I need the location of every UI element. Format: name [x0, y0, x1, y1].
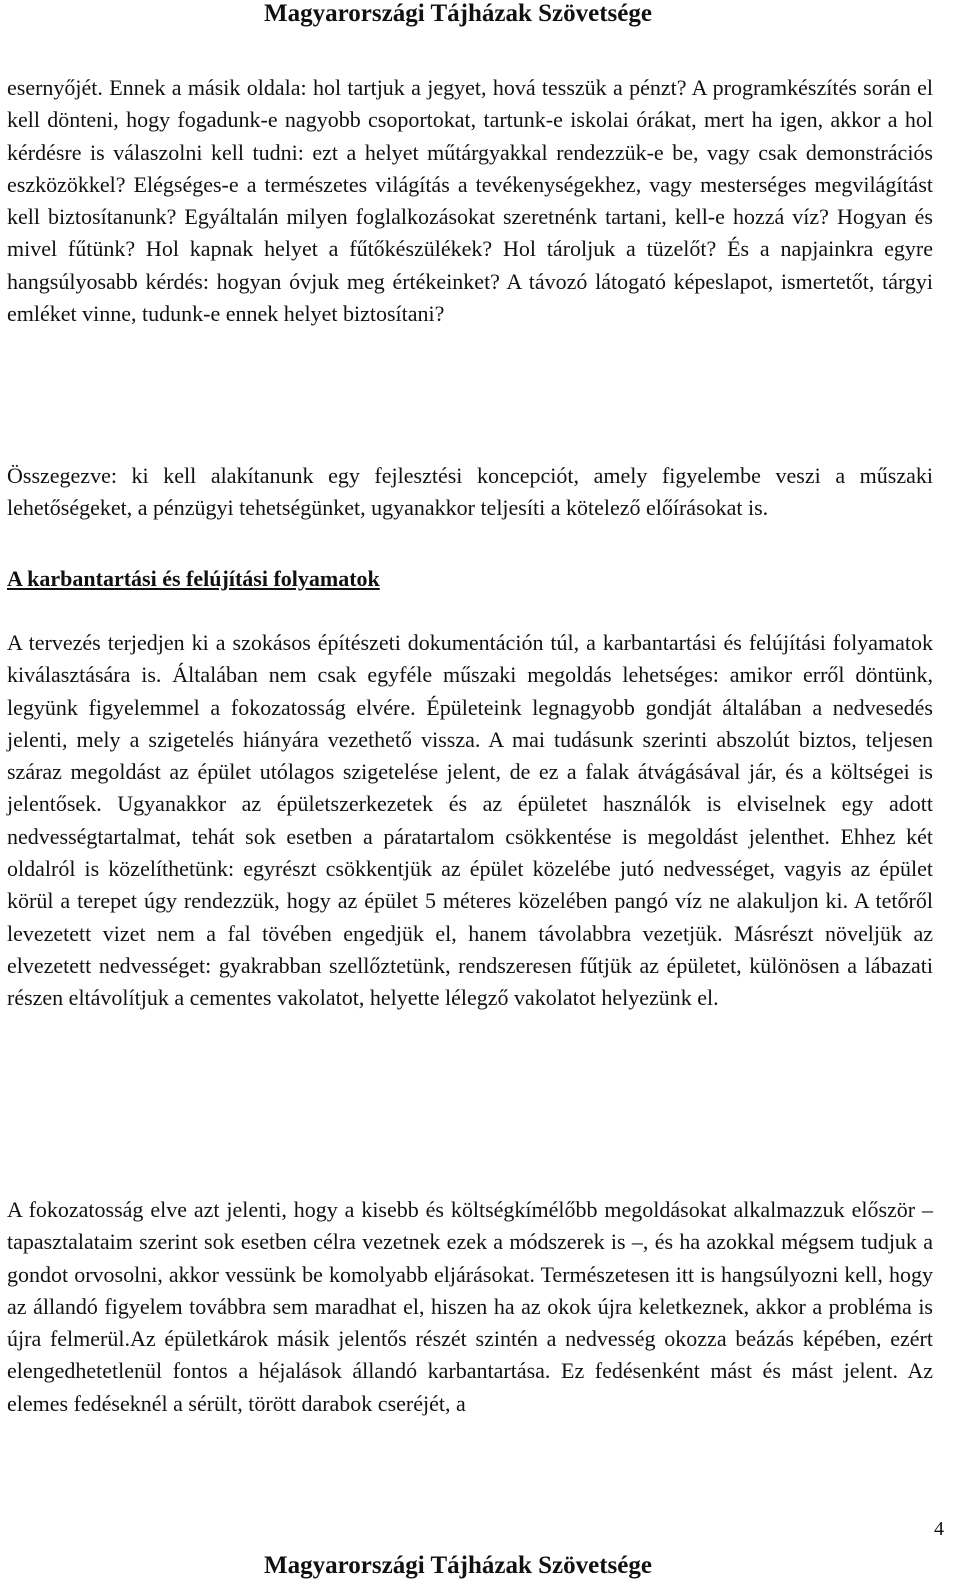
paragraph-1: esernyőjét. Ennek a másik oldala: hol tartjuk a jegyet, hová tesszük a pénzt? A programkészítés során el kell dönteni, hogy fogadunk-e nagyobb csoportokat, tartunk-e iskolai órákat, mert ha igen, akkor a hol kérdésre is válaszolni kell tudni: ezt a helyet műtárgyakkal rendezzük-e be, vagy csak demonstrációs eszközökkel? Elégséges-e a természetes világítás a tevékenységekhez, vagy mesterséges megvilágítást kell biztosítanunk? Egyáltalán milyen foglalkozásokat szeretnénk tartani, kell-e hozzá víz? Hogyan és mivel fűtünk? Hol kapnak helyet a fűtőkészülékek? Hol tároljuk a tüzelőt? És a napjainkra egyre hangsúlyosabb kérdés: hogyan óvjuk meg értékeinket? A távozó látogató képeslapot, ismertetőt, tárgyi emléket vinne, tudunk-e ennek helyet biztosítani? [7, 75, 933, 327]
paragraph-3: A tervezés terjedjen ki a szokásos építészeti dokumentáción túl, a karbantartási és felújítási folyamatok kiválasztására is. Általában nem csak egyféle műszaki megoldás lehetséges: amikor erről döntünk, legyünk figyelemmel a fokozatosság elvére. Épületeink legnagyobb gondját általában a nedvesedés jelenti, mely a szigetelés hiányára vezethető vissza. A mai tudásunk szerinti abszolút biztos, teljesen száraz megoldást az épület utólagos szigetelése jelent, de ez a falak átvágásával jár, és a költségei is jelentősek. Ugyanakkor az épületszerkezetek és az épületet használók is elviselnek egy adott nedvességtartalmat, tehát sok esetben a páratartalom csökkentése is megoldást jelenthet. Ehhez két oldalról is közelíthetünk: egyrészt csökkentjük az épület közelébe jutó nedvességet, vagyis az épület körül a terepet úgy rendezzük, hogy az épület 5 méteres közelében pangó víz ne alakuljon ki. A tetőről levezetett vizet nem a fal tövében engedjük el, hanem távolabbra vezetjük. Másrészt növeljük az elvezetett nedvességet: gyakrabban szellőztetünk, rendszeresen fűtjük az épületet, különösen a lábazati részen eltávolítjuk a cementes vakolatot, helyette lélegző vakolatot helyezünk el. [7, 630, 933, 1011]
page-number: 4 [934, 1518, 944, 1540]
running-header: Magyarországi Tájházak Szövetsége [264, 0, 652, 27]
paragraph-2: Összegezve: ki kell alakítanunk egy fejlesztési koncepciót, amely figyelembe veszi a műszaki lehetőségeket, a pénzügyi tehetségünket, ugyanakkor teljesíti a kötelező előírásokat is. [7, 463, 933, 521]
running-footer: Magyarországi Tájházak Szövetsége [264, 1552, 652, 1579]
section-heading: A karbantartási és felújítási folyamatok [7, 566, 380, 591]
paragraph-4: A fokozatosság elve azt jelenti, hogy a kisebb és költségkímélőbb megoldásokat alkalmazzuk először – tapasztalataim szerint sok esetben célra vezetnek ezek a módszerek is –, és ha azokkal mégsem tudjuk a gondot orvosolni, akkor vessünk be komolyabb eljárásokat. Természetesen itt is hangsúlyozni kell, hogy az állandó figyelem továbbra sem maradhat el, hiszen ha az okok újra keletkeznek, akkor a probléma is újra felmerül.Az épületkárok másik jelentős részét szintén a nedvesség okozza beázás képében, ezért elengedhetetlenül fontos a héjalások állandó karbantartása. Ez fedésenként mást és mást jelent. Az elemes fedéseknél a sérült, törött darabok cseréjét, a [7, 1197, 933, 1416]
